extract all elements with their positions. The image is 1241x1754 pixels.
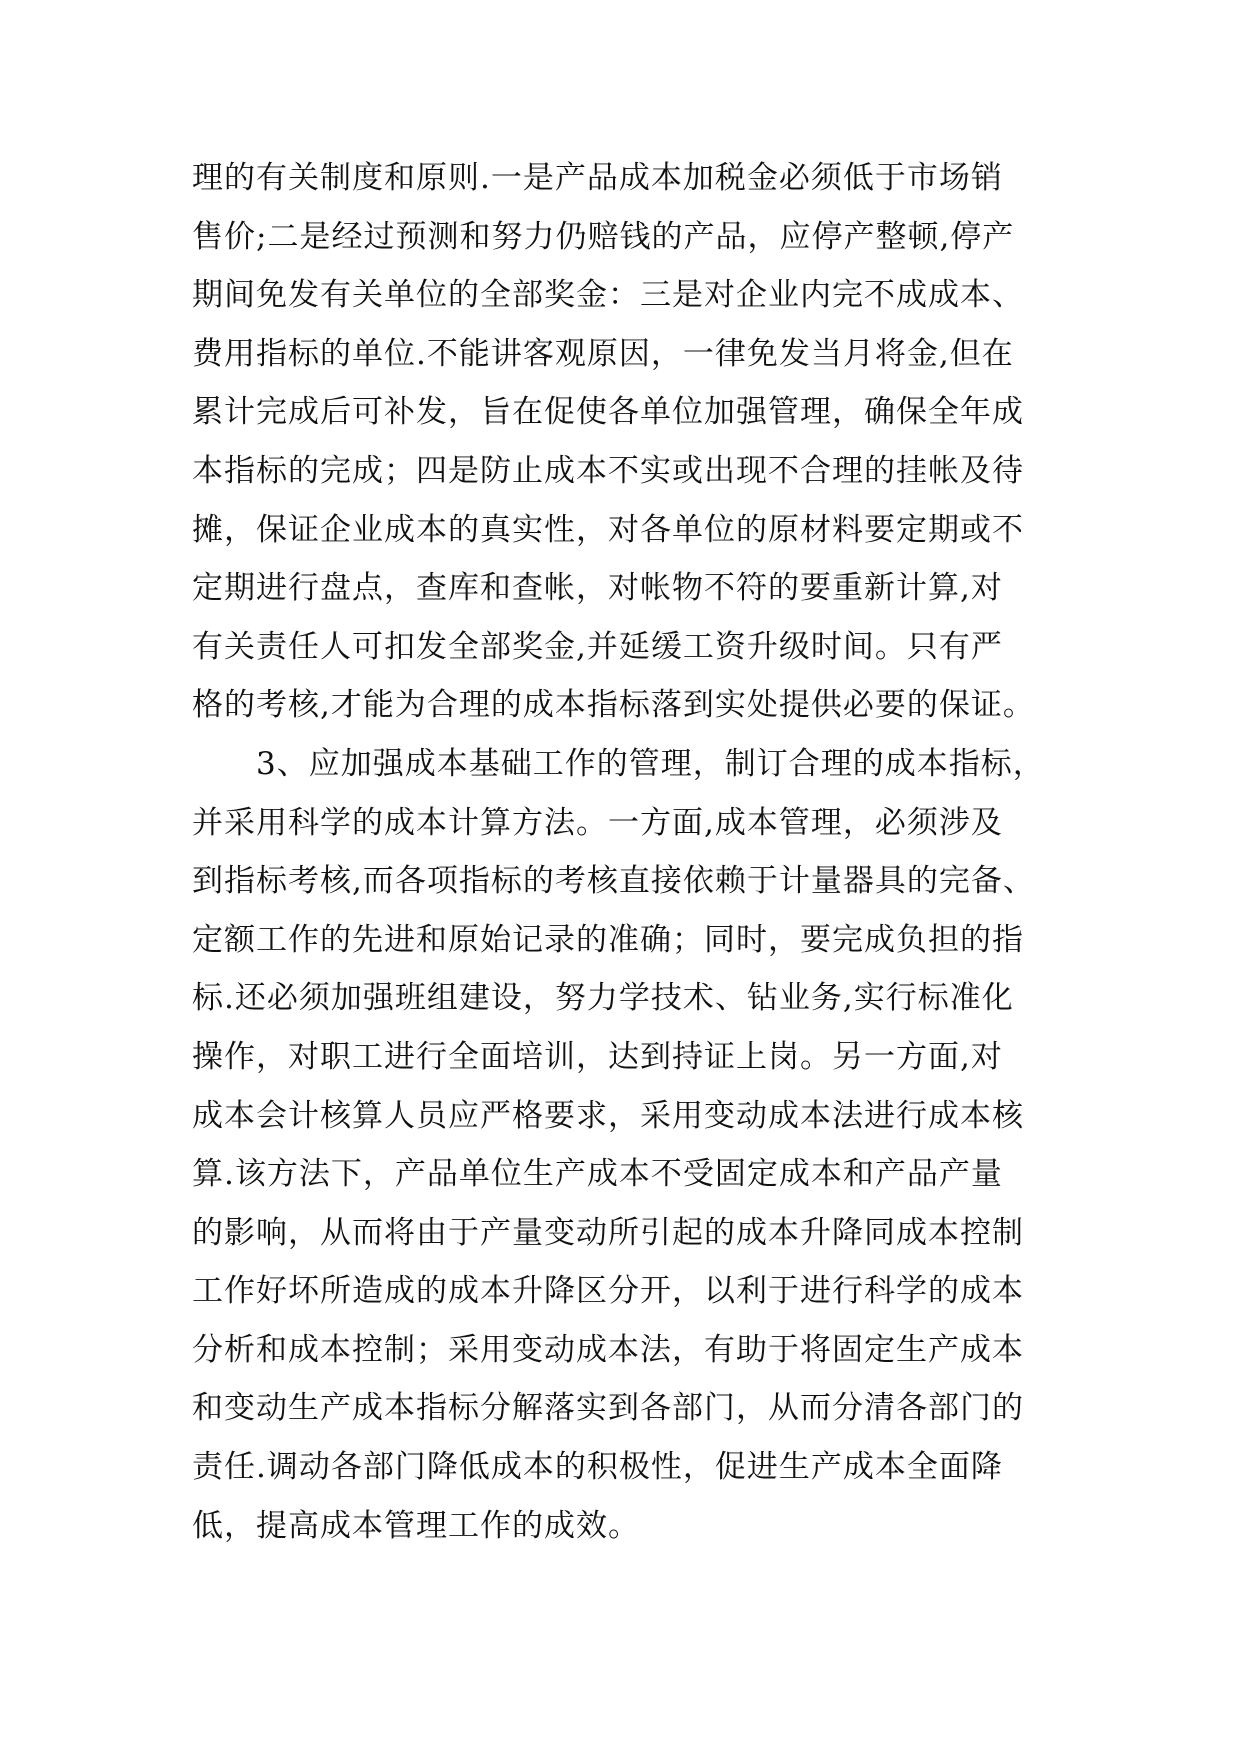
text-line: 累计完成后可补发，旨在促使各单位加强管理，确保全年成: [192, 394, 1024, 431]
text-line: 算.该方法下，产品单位生产成本不受固定成本和产品产量: [192, 1156, 1003, 1193]
text-line: 操作，对职工进行全面培训，达到持证上岗。另一方面,对: [192, 1038, 1003, 1075]
text-line: 到指标考核,而各项指标的考核直接依赖于计量器具的完备、: [192, 863, 1035, 900]
text-line: 分析和成本控制；采用变动成本法，有助于将固定生产成本: [192, 1331, 1024, 1368]
text-line: 本指标的完成；四是防止成本不实或出现不合理的挂帐及待: [192, 452, 1024, 489]
text-line: 3、应加强成本基础工作的管理，制订合理的成本指标，: [192, 745, 1045, 782]
text-line: 的影响，从而将由于产量变动所引起的成本升降同成本控制: [192, 1214, 1024, 1251]
text-line: 理的有关制度和原则.一是产品成本加税金必须低于市场销: [192, 160, 1003, 196]
text-line: 并采用科学的成本计算方法。一方面,成本管理，必须涉及: [192, 804, 1003, 841]
text-line: 定期进行盘点，查库和查帐，对帐物不符的要重新计算,对: [192, 570, 1003, 607]
body-text: [192, 158, 1072, 1564]
text-line: 标.还必须加强班组建设，努力学技术、钻业务,实行标准化: [192, 980, 1014, 1017]
text-line: 售价;二是经过预测和努力仍赔钱的产品，应停产整顿,停产: [192, 218, 1015, 255]
text-line: 摊，保证企业成本的真实性，对各单位的原材料要定期或不: [192, 511, 1024, 548]
text-line: 定额工作的先进和原始记录的准确；同时，要完成负担的指: [192, 921, 1024, 958]
text-line: 和变动生产成本指标分解落实到各部门，从而分清各部门的: [192, 1390, 1024, 1427]
text-line: 费用指标的单位.不能讲客观原因，一律免发当月将金,但在: [192, 335, 1014, 372]
text-line: 成本会计核算人员应严格要求，采用变动成本法进行成本核: [192, 1097, 1024, 1134]
text-line: 期间免发有关单位的全部奖金：三是对企业内完不成成本、: [192, 277, 1024, 314]
text-line: 工作好坏所造成的成本升降区分开，以利于进行科学的成本: [192, 1273, 1024, 1310]
text-line: 格的考核,才能为合理的成本指标落到实处提供必要的保证。: [192, 687, 1035, 724]
text-line: 低，提高成本管理工作的成效。: [192, 1507, 640, 1544]
text-line: 责任.调动各部门降低成本的积极性，促进生产成本全面降: [192, 1449, 1003, 1486]
text-line: 有关责任人可扣发全部奖金,并延缓工资升级时间。只有严: [192, 628, 1003, 665]
